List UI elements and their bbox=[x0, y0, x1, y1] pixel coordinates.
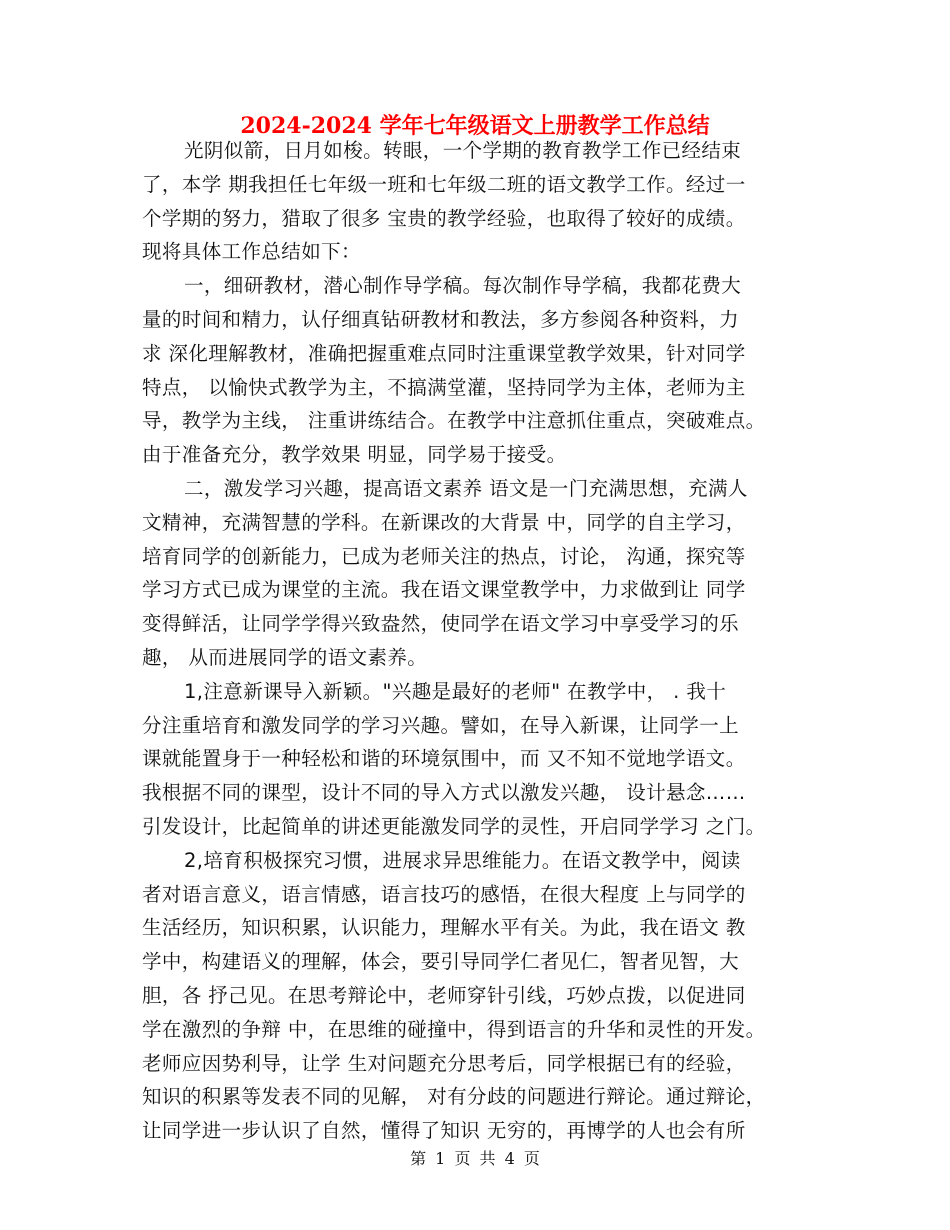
text-line: 引发设计，比起简单的讲述更能激发同学的灵性，开启同学学习 之门。 bbox=[142, 814, 766, 838]
text-line: 了，本学 期我担任七年级一班和七年级二班的语文教学工作。经过一 bbox=[142, 172, 746, 196]
text-line: 现将具体工作总结如下： bbox=[142, 240, 361, 264]
text-line: 老师应因势利导，让学 生对问题充分思考后，同学根据已有的经验， bbox=[142, 1051, 746, 1075]
text-line: 我根据不同的课型，设计不同的导入方式以激发兴趣， 设计悬念…… bbox=[142, 781, 746, 805]
text-line: 学在激烈的争辩 中，在思维的碰撞中，得到语言的升华和灵性的开发。 bbox=[142, 1017, 766, 1041]
text-line: 学中，构建语义的理解，体会，要引导同学仁者见仁，智者见智，大 bbox=[142, 950, 740, 974]
text-line: 特点， 以愉快式教学为主，不搞满堂灌，坚持同学为主体，老师为主 bbox=[142, 375, 746, 399]
text-line: 文精神，充满智慧的学科。在新课改的大背景 中，同学的自主学习， bbox=[142, 510, 746, 534]
text-line: 求 深化理解教材，准确把握重难点同时注重课堂教学效果，针对同学 bbox=[142, 341, 746, 365]
text-line: 培育同学的创新能力，已成为老师关注的热点，讨论， 沟通，探究等 bbox=[142, 544, 746, 568]
text-line: 光阴似箭，日月如梭。转眼，一个学期的教育教学工作已经结束 bbox=[184, 139, 742, 162]
text-line: 1,注意新课导入新颖。"兴趣是最好的老师" 在教学中， . 我十 bbox=[184, 679, 727, 703]
text-line: 生活经历，知识积累，认识能力，理解水平有关。为此，我在语文 教 bbox=[142, 916, 746, 940]
text-line: 导，教学为主线， 注重讲练结合。在教学中注意抓住重点，突破难点。 bbox=[142, 409, 766, 433]
text-line: 2,培育积极探究习惯，进展求异思维能力。在语文教学中，阅读 bbox=[184, 848, 741, 872]
document-body bbox=[142, 134, 810, 1148]
text-line: 由于准备充分，教学效果 明显，同学易于接受。 bbox=[142, 443, 567, 467]
text-line: 知识的积累等发表不同的见解， 对有分歧的问题进行辩论。通过辩论， bbox=[142, 1085, 766, 1109]
text-line: 个学期的努力，猎取了很多 宝贵的教学经验，也取得了较好的成绩。 bbox=[142, 206, 746, 230]
text-line: 者对语言意义，语言情感，语言技巧的感悟，在很大程度 上与同学的 bbox=[142, 882, 746, 906]
text-line: 胆，各 抒己见。在思考辩论中，老师穿针引线，巧妙点拨，以促进同 bbox=[142, 983, 746, 1007]
text-line: 课就能置身于一种轻松和谐的环境氛围中，而 又不知不觉地学语文。 bbox=[142, 747, 746, 771]
text-line: 一，细研教材，潜心制作导学稿。每次制作导学稿，我都花费大 bbox=[184, 274, 742, 298]
document-title: 2024-2024 学年七年级语文上册教学工作总结 bbox=[240, 113, 710, 139]
text-line: 趣， 从而进展同学的语文素养。 bbox=[142, 645, 428, 669]
text-line: 让同学进一步认识了自然，懂得了知识 无穷的，再博学的人也会有所 bbox=[142, 1119, 746, 1143]
page-footer: 第 1 页 共 4 页 bbox=[410, 1149, 540, 1168]
text-line: 变得鲜活，让同学学得兴致盎然，使同学在语文学习中享受学习的乐 bbox=[142, 612, 740, 636]
text-line: 分注重培育和激发同学的学习兴趣。譬如，在导入新课，让同学一上 bbox=[142, 713, 740, 737]
text-line: 二，激发学习兴趣，提高语文素养 语文是一门充满思想，充满人 bbox=[184, 476, 748, 500]
text-line: 量的时间和精力，认仔细真钻研教材和教法，多方参阅各种资料，力 bbox=[142, 307, 740, 331]
text-line: 学习方式已成为课堂的主流。我在语文课堂教学中，力求做到让 同学 bbox=[142, 578, 746, 602]
